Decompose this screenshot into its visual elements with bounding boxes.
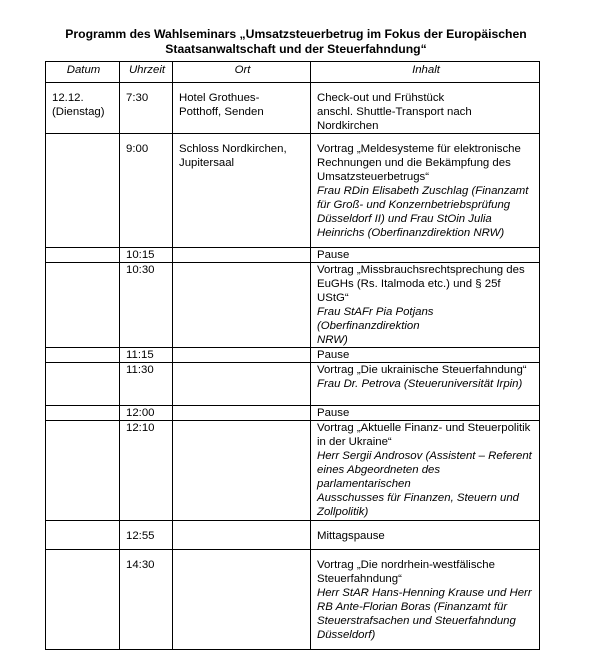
inhalt-line: Vortrag „Missbrauchsrechtsprechung des — [317, 264, 525, 276]
cell-ort — [173, 134, 311, 248]
table-row — [46, 134, 540, 248]
ort-line: Jupitersaal — [179, 157, 235, 169]
cell-inhalt: Mittagspause — [311, 521, 540, 550]
cell-uhrzeit: 14:30 — [120, 550, 173, 650]
cell-datum — [46, 363, 120, 406]
table-row — [46, 83, 540, 134]
title-line-1: Programm des Wahlseminars „Umsatzsteuerbetrug im Fokus der Europäischen — [65, 27, 527, 41]
speaker-line: Steuerstrafsachen und Steuerfahndung — [317, 615, 516, 627]
cell-datum — [46, 83, 120, 134]
inhalt-line: Vortrag „Meldesysteme für elektronische — [317, 143, 521, 155]
table-row — [46, 421, 540, 521]
cell-ort — [173, 248, 311, 263]
cell-datum — [46, 550, 120, 650]
speaker-line: NRW) — [317, 334, 348, 346]
cell-uhrzeit: 11:30 — [120, 363, 173, 406]
inhalt-line: Vortrag „Die nordrhein-westfälische — [317, 559, 495, 571]
cell-ort — [173, 406, 311, 421]
speaker-line: Herr StAR Hans-Henning Krause und Herr — [317, 587, 532, 599]
speaker-line: Frau StAFr Pia Potjans (Oberfinanzdirektion — [317, 306, 434, 332]
cell-datum — [46, 248, 120, 263]
speaker-line: Düsseldorf) — [317, 629, 376, 641]
table-row — [46, 363, 540, 406]
header-datum: Datum — [46, 62, 120, 83]
cell-uhrzeit: 11:15 — [120, 348, 173, 363]
cell-uhrzeit: 7:30 — [120, 83, 173, 134]
inhalt-line: Steuerfahndung“ — [317, 573, 402, 585]
datum-date: 12.12. — [52, 92, 84, 104]
cell-datum — [46, 263, 120, 348]
page-title — [40, 27, 552, 57]
speaker-line: Ausschusses für Finanzen, Steuern und — [317, 492, 519, 504]
cell-datum — [46, 348, 120, 363]
table-row — [46, 521, 540, 550]
cell-uhrzeit: 12:55 — [120, 521, 173, 550]
cell-uhrzeit: 12:10 — [120, 421, 173, 521]
inhalt-line: Vortrag „Die ukrainische Steuerfahndung“ — [317, 364, 527, 376]
inhalt-line: anschl. Shuttle-Transport nach Nordkirchen — [317, 106, 472, 132]
table-row — [46, 406, 540, 421]
cell-datum — [46, 134, 120, 248]
cell-datum — [46, 421, 120, 521]
inhalt-line: in der Ukraine“ — [317, 436, 392, 448]
ort-line: Schloss Nordkirchen, — [179, 143, 287, 155]
inhalt-line: Vortrag „Aktuelle Finanz- und Steuerpolitik — [317, 422, 531, 434]
inhalt-line: EuGHs (Rs. Italmoda etc.) und § 25f UStG“ — [317, 278, 501, 304]
ort-line: Potthoff, Senden — [179, 106, 264, 118]
cell-uhrzeit: 9:00 — [120, 134, 173, 248]
cell-inhalt — [311, 134, 540, 248]
program-table — [45, 61, 540, 650]
inhalt-line: Check-out und Frühstück — [317, 92, 445, 104]
cell-inhalt — [311, 421, 540, 521]
cell-ort — [173, 263, 311, 348]
cell-ort — [173, 363, 311, 406]
cell-ort — [173, 550, 311, 650]
speaker-line: eines Abgeordneten des parlamentarischen — [317, 464, 441, 490]
cell-inhalt — [311, 263, 540, 348]
table-row — [46, 348, 540, 363]
cell-inhalt — [311, 83, 540, 134]
inhalt-line: Umsatzsteuerbetrugs“ — [317, 171, 430, 183]
cell-inhalt — [311, 550, 540, 650]
speaker-line: Düsseldorf II) und Frau StOin Julia — [317, 213, 492, 225]
cell-uhrzeit: 10:30 — [120, 263, 173, 348]
table-row — [46, 550, 540, 650]
table-row — [46, 263, 540, 348]
speaker-line: Frau Dr. Petrova (Steueruniversität Irpin) — [317, 378, 523, 390]
speaker-line: Heinrichs (Oberfinanzdirektion NRW) — [317, 227, 505, 239]
cell-inhalt: Pause — [311, 248, 540, 263]
table-header-row — [46, 62, 540, 83]
cell-inhalt: Pause — [311, 406, 540, 421]
speaker-line: Zollpolitik) — [317, 506, 369, 518]
ort-line: Hotel Grothues- — [179, 92, 260, 104]
speaker-line: für Groß- und Konzernbetriebsprüfung — [317, 199, 511, 211]
datum-weekday: (Dienstag) — [52, 106, 105, 118]
speaker-line: Frau RDin Elisabeth Zuschlag (Finanzamt — [317, 185, 529, 197]
header-ort: Ort — [173, 62, 311, 83]
header-uhrzeit: Uhrzeit — [120, 62, 173, 83]
cell-inhalt — [311, 363, 540, 406]
cell-datum — [46, 521, 120, 550]
speaker-line: Herr Sergii Androsov (Assistent – Referent — [317, 450, 532, 462]
inhalt-line: Rechnungen und die Bekämpfung des — [317, 157, 511, 169]
cell-uhrzeit: 12:00 — [120, 406, 173, 421]
title-line-2: Staatsanwaltschaft und der Steuerfahndung“ — [165, 42, 427, 56]
cell-inhalt: Pause — [311, 348, 540, 363]
cell-ort — [173, 348, 311, 363]
table-row — [46, 248, 540, 263]
speaker-line: RB Ante-Florian Boras (Finanzamt für — [317, 601, 508, 613]
cell-uhrzeit: 10:15 — [120, 248, 173, 263]
cell-ort — [173, 521, 311, 550]
cell-ort — [173, 83, 311, 134]
header-inhalt: Inhalt — [311, 62, 540, 83]
cell-ort — [173, 421, 311, 521]
cell-datum — [46, 406, 120, 421]
